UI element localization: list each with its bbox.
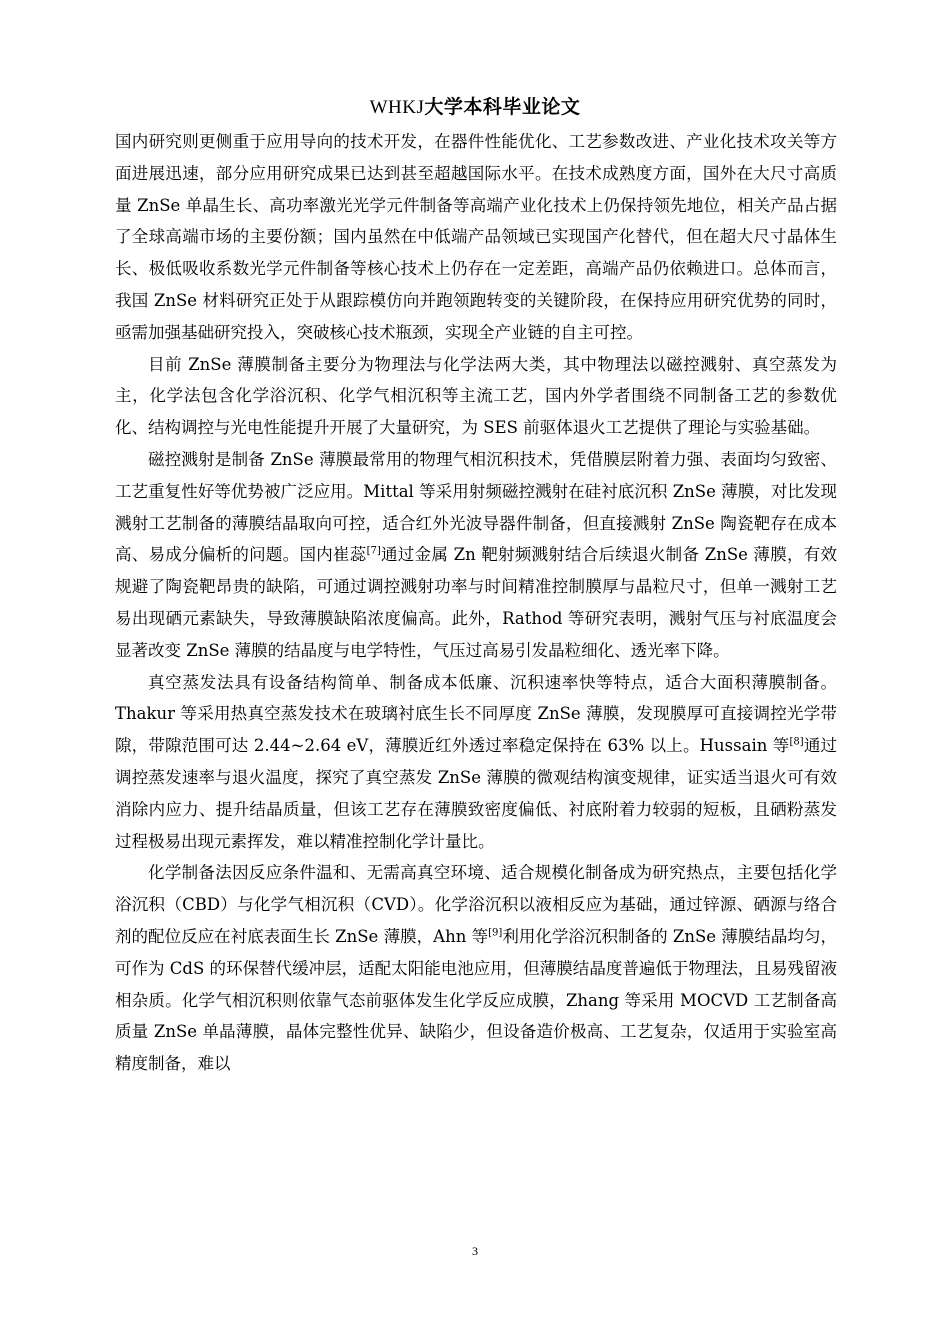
paragraph-5 — [115, 857, 837, 1080]
paragraph-2: 目前 ZnSe 薄膜制备主要分为物理法与化学法两大类，其中物理法以磁控溅射、真空蒸发为主，化学法包含化学浴沉积、化学气相沉积等主流工艺，国内外学者围绕不同制备工艺的参数优化、结构调控与光电性能提升开展了大量研究，为 SES 前驱体退火工艺提供了理论与实验基础。 — [115, 354, 837, 438]
paragraph-4-text-a: 真空蒸发法具有设备结构简单、制备成本低廉、沉积速率快等特点，适合大面积薄膜制备。Thakur 等采用热真空蒸发技术在玻璃衬底生长不同厚度 ZnSe 薄膜，发现膜厚可直接调控光学带隙，带隙范围可达 2.44~2.64 eV，薄膜近红外透过率稳定保持在 63% 以上。Hussain 等 — [115, 672, 837, 756]
paragraph-1: 国内研究则更侧重于应用导向的技术开发，在器件性能优化、工艺参数改进、产业化技术攻关等方面进展迅速，部分应用研究成果已达到甚至超越国际水平。在技术成熟度方面，国外在大尺寸高质量 ZnSe 单晶生长、高功率激光光学元件制备等高端产业化技术上仍保持领先地位，相关产品占据了全球高端市场的主要份额；国内虽然在中低端产品领域已实现国产化替代，但在超大尺寸晶体生长、极低吸收系数光学元件制备等核心技术上仍存在一定差距，高端产品仍依赖进口。总体而言，我国 ZnSe 材料研究正处于从跟踪模仿向并跑领跑转变的关键阶段，在保持应用研究优势的同时，亟需加强基础研究投入，突破核心技术瓶颈，实现全产业链的自主可控。 — [115, 132, 837, 342]
paragraph-3 — [115, 444, 837, 667]
citation-7: [7] — [366, 545, 381, 557]
citation-9: [9] — [488, 927, 503, 939]
header-title-latin: WHKJ — [369, 97, 425, 118]
citation-8: [8] — [789, 736, 804, 748]
paragraph-3-text-b: 通过金属 Zn 靶射频溅射结合后续退火制备 ZnSe 薄膜，有效规避了陶瓷靶昂贵的缺陷，可通过调控溅射功率与时间精准控制膜厚与晶粒尺寸，但单一溅射工艺易出现硒元素缺失，导致薄膜缺陷浓度偏高。此外，Rathod 等研究表明，溅射气压与衬底温度会显著改变 ZnSe 薄膜的结晶度与电学特性，气压过高易引发晶粒细化、透光率下降。 — [115, 545, 837, 660]
page-header — [0, 94, 950, 121]
paragraph-4 — [115, 667, 837, 858]
page-number: 3 — [472, 1244, 478, 1258]
paragraph-5-text-b: 利用化学浴沉积制备的 ZnSe 薄膜结晶均匀，可作为 CdS 的环保替代缓冲层，适配太阳能电池应用，但薄膜结晶度普遍低于物理法，且易残留液相杂质。化学气相沉积则依靠气态前驱体发生化学反应成膜，Zhang 等采用 MOCVD 工艺制备高质量 ZnSe 单晶薄膜，晶体完整性优异、缺陷少，但设备造价极高、工艺复杂，仅适用于实验室高精度制备，难以 — [115, 926, 837, 1074]
paragraph-5-text-a: 化学制备法因反应条件温和、无需高真空环境、适合规模化制备成为研究热点，主要包括化学浴沉积（CBD）与化学气相沉积（CVD）。化学浴沉积以液相反应为基础，通过锌源、硒源与络合剂的配位反应在衬底表面生长 ZnSe 薄膜，Ahn 等 — [115, 863, 837, 946]
paragraph-4-text-b: 通过调控蒸发速率与退火温度，探究了真空蒸发 ZnSe 薄膜的微观结构演变规律，证实适当退火可有效消除内应力、提升结晶质量，但该工艺存在薄膜致密度偏低、衬底附着力较弱的短板，且硒粉蒸发过程极易出现元素挥发，难以精准控制化学计量比。 — [115, 736, 838, 851]
header-title-cjk: 大学本科毕业论文 — [424, 96, 581, 118]
body-text — [115, 126, 837, 1080]
paragraph-3-text-a: 磁控溅射是制备 ZnSe 薄膜最常用的物理气相沉积技术，凭借膜层附着力强、表面均匀致密、工艺重复性好等优势被广泛应用。Mittal 等采用射频磁控溅射在硅衬底沉积 ZnSe 薄膜，对比发现溅射工艺制备的薄膜结晶取向可控，适合红外光波导器件制备，但直接溅射 ZnSe 陶瓷靶存在成本高、易成分偏析的问题。国内崔蕊 — [115, 449, 837, 565]
